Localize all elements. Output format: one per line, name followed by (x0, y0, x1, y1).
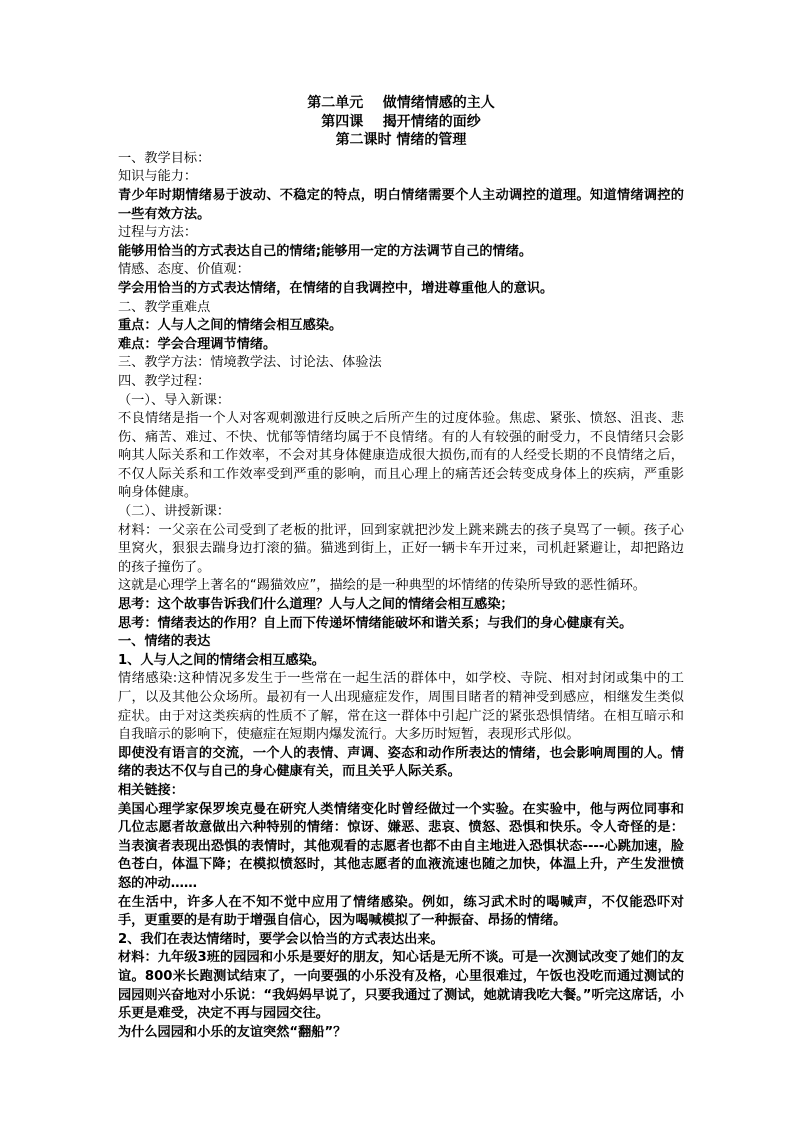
paragraph-list (118, 150, 684, 1043)
paragraph: （二）、讲授新课： (118, 504, 231, 520)
paragraph: 1、人与人之间的情绪会相互感染。 (118, 652, 325, 668)
document-body (118, 94, 684, 1042)
paragraph: 不良情绪是指一个人对客观刺激进行反映之后所产生的过度体验。焦虑、紧张、愤怒、沮丧、悲伤、痛苦、难过、不快、忧郁等情绪均属于不良情绪。有的人有较强的耐受力，不良情绪只会影响其人际关系和工作效率，不会对其身体健康造成很大损伤,而有的人经受长期的不良情绪之后，不仅人际关系和工作效率受到严重的影响，而且心理上的痛苦还会转变成身体上的疾病，严重影响身体健康。 (118, 411, 684, 501)
paragraph: 知识与能力： (118, 169, 198, 185)
paragraph: 青少年时期情绪易于波动、不稳定的特点，明白情绪需要个人主动调控的道理。知道情绪调控的一些有效方法。 (118, 187, 684, 222)
paragraph: 过程与方法： (118, 225, 198, 241)
paragraph: 难点：学会合理调节情绪。 (118, 336, 277, 352)
paragraph: 一、情绪的表达 (118, 634, 211, 650)
paragraph: 二、教学重难点 (118, 299, 211, 315)
paragraph: 在生活中，许多人在不知不觉中应用了情绪感染。例如，练习武术时的喝喊声，不仅能恐吓对手，更重要的是有助于增强自信心，因为喝喊模拟了一种振奋、昂扬的情绪。 (118, 894, 684, 929)
unit-title: 第二单元 做情绪情感的主人 (307, 95, 495, 111)
paragraph: 能够用恰当的方式表达自己的情绪;能够用一定的方法调节自己的情绪。 (118, 243, 533, 259)
paragraph: 为什么园园和小乐的友谊突然“翻船”？ (118, 1024, 347, 1040)
paragraph: （一）、导入新课： (118, 392, 231, 408)
paragraph: 美国心理学家保罗埃克曼在研究人类情绪变化时曾经做过一个实验。在实验中，他与两位同事和几位志愿者故意做出六种特别的情绪：惊讶、嫌恶、悲哀、愤怒、恐惧和快乐。令人奇怪的是：当表演者表现出恐惧的表情时，其他观看的志愿者也都不由自主地进入恐惧状态----心跳加速，脸色苍白，体温下降；在模拟愤怒时，其他志愿者的血液流速也随之加快，体温上升，产生发泄愤怒的冲动…… (118, 801, 684, 891)
paragraph: 2、我们在表达情绪时，要学会以恰当的方式表达出来。 (118, 931, 444, 947)
paragraph: 情绪感染:这种情况多发生于一些常在一起生活的群体中，如学校、寺院、相对封闭或集中的工厂，以及其他公众场所。最初有一人出现癔症发作，周围目睹者的精神受到感应，相继发生类似症状。由于对这类疾病的性质不了解，常在这一群体中引起广泛的紧张恐惧情绪。在相互暗示和自我暗示的影响下，使癔症在短期内爆发流行。大多历时短暂，表现形式彤似。 (118, 671, 684, 743)
paragraph: 思考：这个故事告诉我们什么道理？人与人之间的情绪会相互感染； (118, 597, 514, 613)
paragraph: 三、教学方法：情境教学法、讨论法、体验法 (118, 355, 382, 371)
paragraph: 这就是心理学上著名的“踢猫效应”，描绘的是一种典型的坏情绪的传染所导致的恶性循环。 (118, 578, 646, 594)
paragraph: 即使没有语言的交流，一个人的表情、声调、姿态和动作所表达的情绪，也会影响周围的人。情绪的表达不仅与自己的身心健康有关，而且关乎人际关系。 (118, 745, 684, 780)
paragraph: 四、教学过程： (118, 373, 211, 389)
paragraph: 材料：九年级3班的园园和小乐是要好的朋友，知心话是无所不谈。可是一次测试改变了她们的友谊。800米长跑测试结束了，一向要强的小乐没有及格，心里很难过，午饭也没吃而通过测试的园园则兴奋地对小乐说：“我妈妈早说了，只要我通过了测试，她就请我吃大餐。”听完这席话，小乐更是难受，决定不再与园园交往。 (118, 950, 684, 1022)
paragraph: 材料：一父亲在公司受到了老板的批评，回到家就把沙发上跳来跳去的孩子臭骂了一顿。孩子心里窝火，狠狠去踹身边打滚的猫。猫逃到街上，正好一辆卡车开过来，司机赶紧避让，却把路边的孩子撞伤了。 (118, 522, 684, 575)
paragraph: 重点：人与人之间的情绪会相互感染。 (118, 318, 343, 334)
period-title: 第二课时 情绪的管理 (335, 132, 467, 149)
paragraph: 相关链接： (118, 782, 184, 798)
paragraph: 一、教学目标： (118, 150, 211, 166)
lesson-title: 第四课 揭开情绪的面纱 (321, 113, 481, 130)
paragraph: 情感、态度、价值观： (118, 262, 250, 278)
paragraph: 思考：情绪表达的作用？自上而下传递坏情绪能破坏和谐关系；与我们的身心健康有关。 (118, 615, 633, 631)
paragraph: 学会用恰当的方式表达情绪，在情绪的自我调控中，增进尊重他人的意识。 (118, 280, 554, 296)
